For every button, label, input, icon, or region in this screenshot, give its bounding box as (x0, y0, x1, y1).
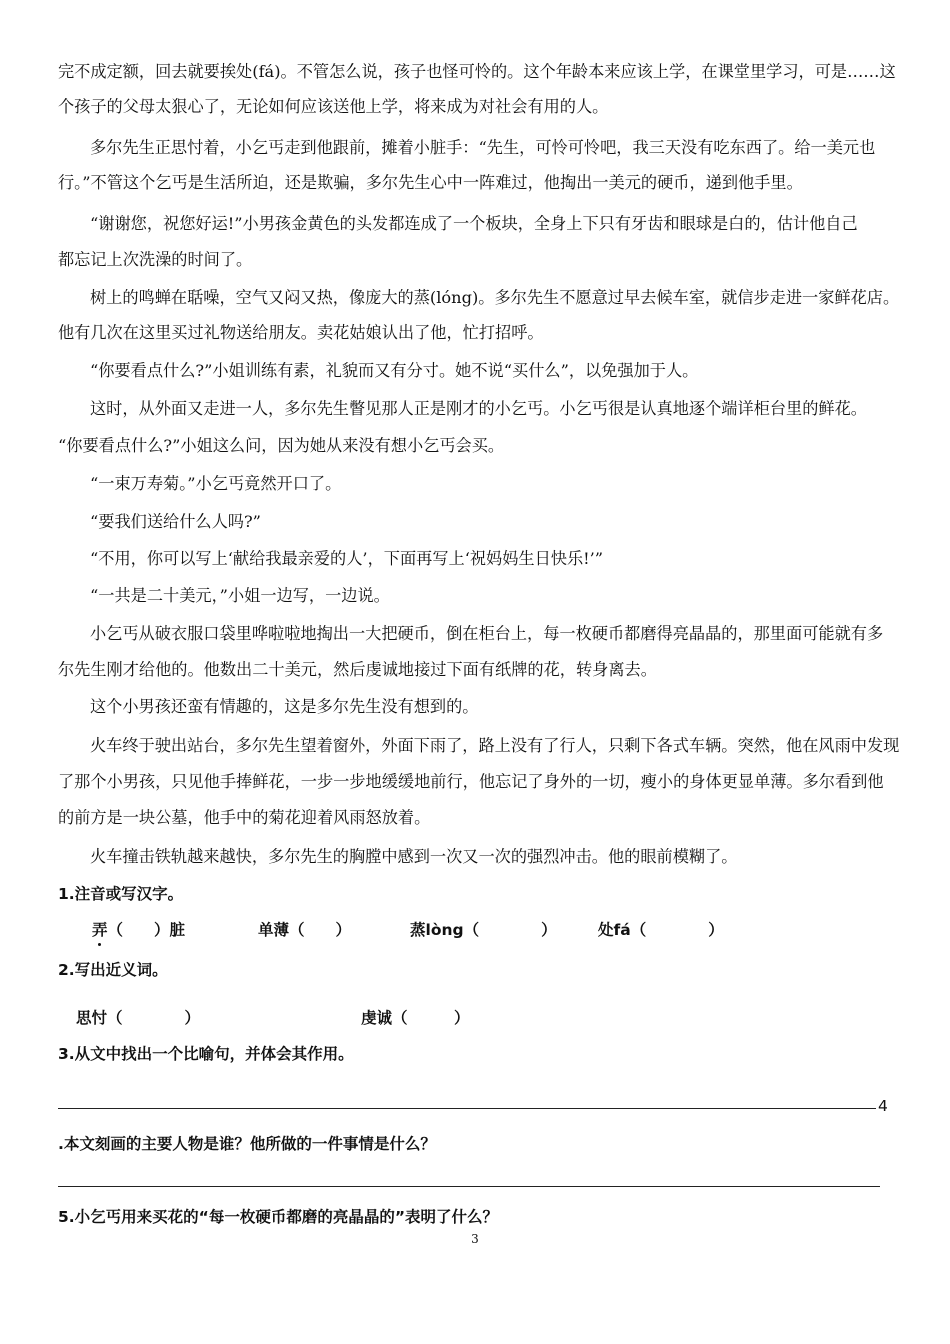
passage-line: 了那个小男孩，只见他手捧鲜花，一步一步地缓缓地前行，他忘记了身外的一切，瘦小的身体更显单薄。多尔看到他 (58, 772, 884, 791)
passage-line: 这时，从外面又走进一人，多尔先生瞥见那人正是刚才的小乞丐。小乞丐很是认真地逐个端详柜台里的鲜花。 (90, 399, 867, 418)
question-1-item-2: 单薄（ ） (258, 921, 352, 939)
page-number: 3 (471, 1232, 479, 1246)
passage-line: 火车撞击铁轨越来越快，多尔先生的胸膛中感到一次又一次的强烈冲击。他的眼前模糊了。 (90, 847, 738, 866)
passage-line: “不用，你可以写上‘献给我最亲爱的人’，下面再写上‘祝妈妈生日快乐!’” (90, 549, 604, 568)
emphasized-char: 弄 (92, 921, 108, 939)
question-1-item-1 (92, 919, 185, 941)
passage-line: 火车终于驶出站台，多尔先生望着窗外，外面下雨了，路上没有了行人，只剩下各式车辆。突然，他在风雨中发现 (90, 736, 900, 755)
passage-line: 这个小男孩还蛮有情趣的，这是多尔先生没有想到的。 (90, 697, 479, 716)
passage-line: 他有几次在这里买过礼物送给朋友。卖花姑娘认出了他，忙打招呼。 (58, 323, 544, 342)
passage-line: 的前方是一块公墓，他手中的菊花迎着风雨怒放着。 (58, 808, 431, 827)
question-2-title: 2.写出近义词。 (58, 961, 168, 979)
question-4-title: .本文刻画的主要人物是谁？他所做的一件事情是什么？ (58, 1135, 436, 1153)
passage-line: 多尔先生正思忖着，小乞丐走到他跟前，摊着小脏手：“先生，可怜可怜吧，我三天没有吃东西了。给一美元也 (90, 138, 876, 157)
question-number-fragment: 4 (878, 1097, 888, 1115)
question-5-title: 5.小乞丐用来买花的“每一枚硬币都磨的亮晶晶的”表明了什么？ (58, 1208, 499, 1226)
answer-line (58, 1108, 876, 1109)
question-2-item-1: 思忖（ ） (76, 1009, 201, 1027)
passage-line: “一束万寿菊。”小乞丐竟然开口了。 (90, 474, 342, 493)
question-2-item-2: 虔诚（ ） (361, 1009, 470, 1027)
answer-line (58, 1186, 880, 1187)
passage-line: 小乞丐从破衣服口袋里哗啦啦地掏出一大把硬币，倒在柜台上，每一枚硬币都磨得亮晶晶的，那里面可能就有多 (90, 624, 884, 643)
answer-blank-text: （ ）脏 (107, 921, 186, 939)
passage-line: “你要看点什么?”小姐训练有素，礼貌而又有分寸。她不说“买什么”，以免强加于人。 (90, 361, 699, 380)
passage-line: “一共是二十美元，”小姐一边写，一边说。 (90, 586, 390, 605)
question-1-title: 1.注音或写汉字。 (58, 885, 184, 903)
passage-line: 完不成定额，回去就要挨处(fá)。不管怎么说，孩子也怪可怜的。这个年龄本来应该上学，在课堂里学习，可是……这 (58, 62, 896, 81)
passage-line: 个孩子的父母太狠心了，无论如何应该送他上学，将来成为对社会有用的人。 (58, 97, 609, 116)
passage-line: 尔先生刚才给他的。他数出二十美元，然后虔诚地接过下面有纸牌的花，转身离去。 (58, 660, 657, 679)
passage-line: 行。”不管这个乞丐是生活所迫，还是欺骗，多尔先生心中一阵难过，他掏出一美元的硬币，递到他手里。 (58, 173, 803, 192)
question-1-item-4: 处fá（ ） (598, 921, 724, 939)
question-3-title: 3.从文中找出一个比喻句，并体会其作用。 (58, 1045, 354, 1063)
passage-line: “你要看点什么?”小姐这么问，因为她从来没有想小乞丐会买。 (58, 436, 505, 455)
passage-line: “要我们送给什么人吗?” (90, 512, 261, 531)
passage-line: 都忘记上次洗澡的时间了。 (58, 250, 253, 269)
passage-line: 树上的鸣蝉在聒噪，空气又闷又热，像庞大的蒸(lóng)。多尔先生不愿意过早去候车室，就信步走进一家鲜花店。 (90, 288, 900, 307)
passage-line: “谢谢您，祝您好运!”小男孩金黄色的头发都连成了一个板块，全身上下只有牙齿和眼球是白的，估计他自己 (90, 214, 858, 233)
question-1-item-3: 蒸lòng（ ） (410, 921, 557, 939)
